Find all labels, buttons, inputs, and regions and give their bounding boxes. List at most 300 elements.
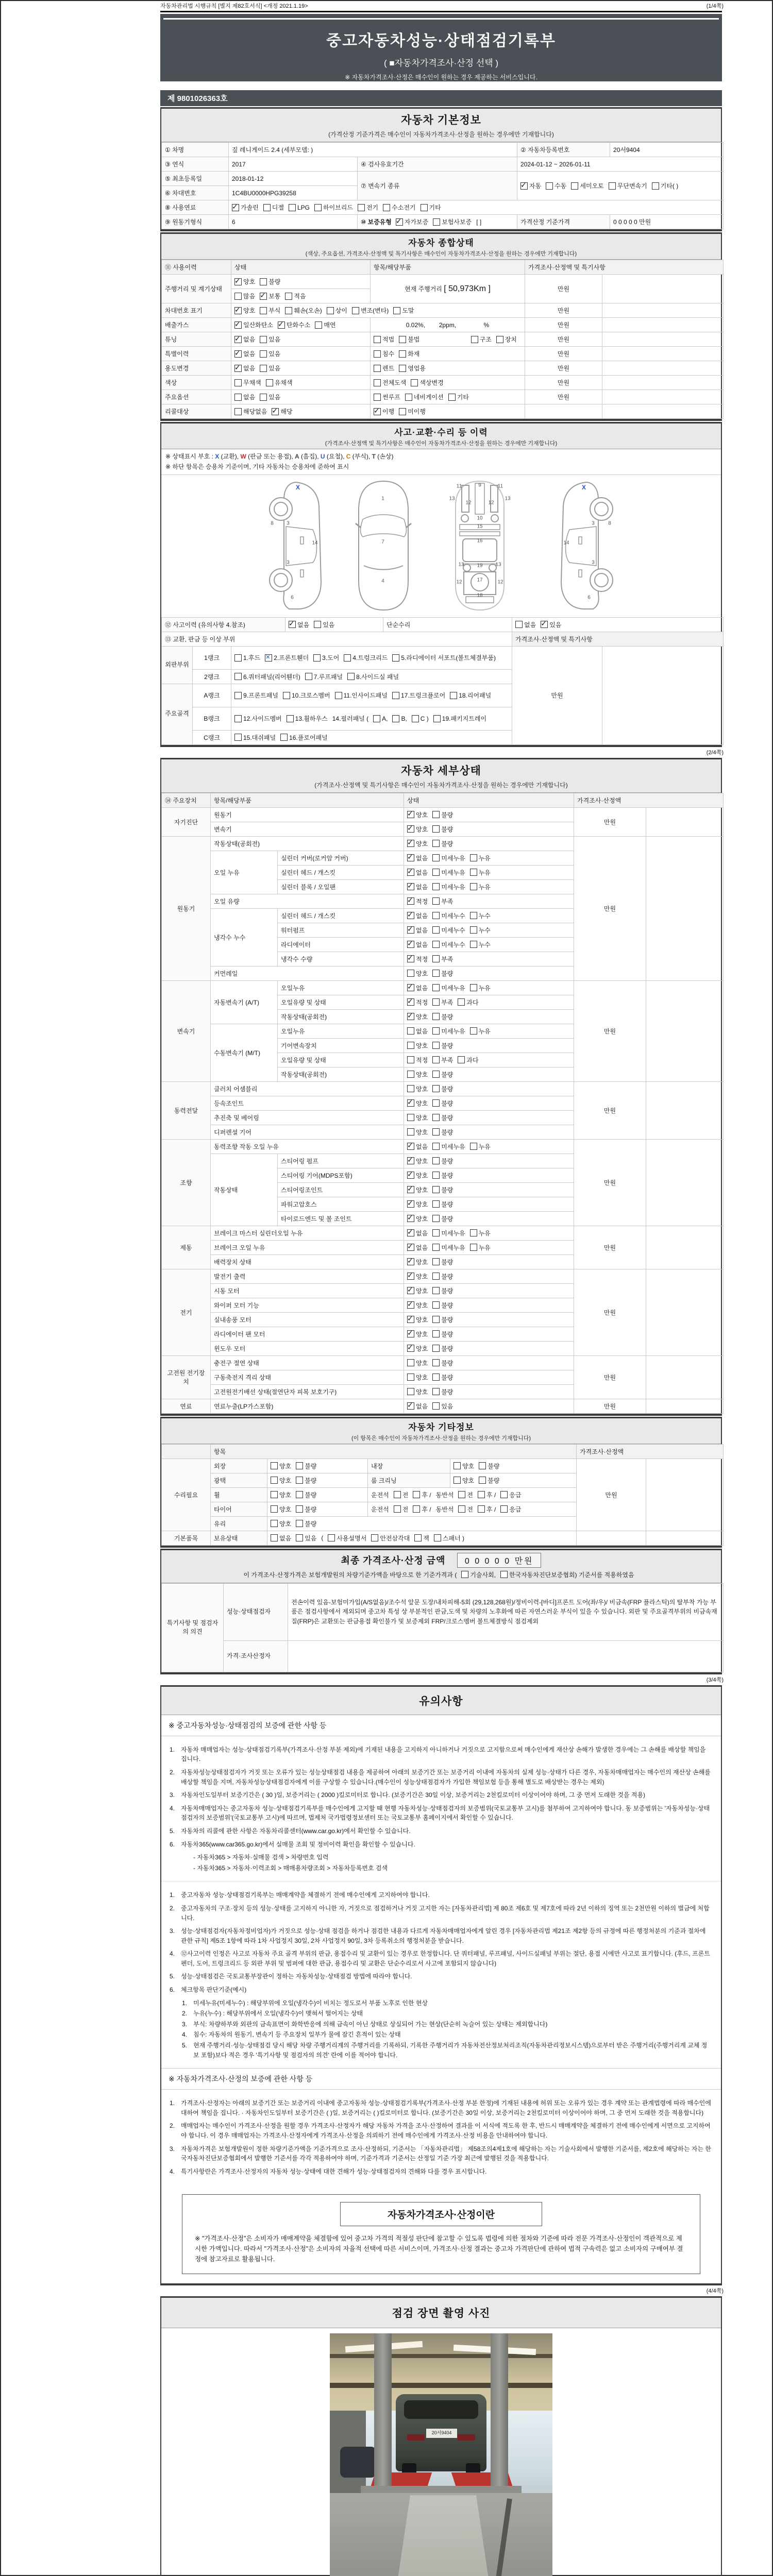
checkbox[interactable] — [432, 1172, 440, 1179]
checkbox[interactable] — [432, 854, 440, 861]
checkbox-option[interactable] — [432, 1200, 453, 1209]
checkbox-option[interactable] — [541, 620, 561, 629]
checkbox-option[interactable] — [352, 306, 389, 315]
checkbox-option[interactable] — [407, 955, 428, 963]
checkbox-option[interactable] — [296, 1462, 316, 1470]
checkbox[interactable] — [432, 1042, 440, 1049]
checkbox[interactable] — [347, 673, 355, 680]
checkbox-checked[interactable] — [234, 278, 242, 285]
checkbox-checked[interactable] — [407, 1172, 414, 1179]
checkbox[interactable] — [461, 1571, 468, 1578]
checkbox[interactable] — [421, 204, 428, 211]
checkbox-option[interactable] — [432, 839, 453, 848]
checkbox[interactable] — [271, 1462, 278, 1469]
checkbox-option[interactable] — [434, 1534, 464, 1543]
checkbox-checked[interactable] — [407, 955, 414, 962]
checkbox[interactable] — [571, 182, 578, 190]
checkbox-option[interactable] — [287, 714, 328, 723]
checkbox-option[interactable] — [374, 393, 400, 401]
checkbox-option[interactable] — [432, 1315, 453, 1324]
checkbox-option[interactable] — [407, 1258, 428, 1266]
checkbox-option[interactable] — [470, 1142, 491, 1151]
checkbox[interactable] — [234, 654, 242, 662]
checkbox-option[interactable] — [458, 1056, 478, 1064]
checkbox-option[interactable] — [313, 653, 339, 662]
checkbox[interactable] — [432, 1359, 440, 1366]
checkbox[interactable] — [383, 204, 390, 211]
checkbox-option[interactable] — [432, 1056, 453, 1064]
checkbox-option[interactable] — [432, 1286, 453, 1295]
checkbox-checked[interactable] — [407, 1215, 414, 1222]
checkbox-option[interactable] — [234, 306, 255, 315]
checkbox[interactable] — [470, 926, 477, 934]
checkbox-option[interactable] — [271, 1490, 291, 1499]
checkbox[interactable] — [263, 204, 271, 211]
checkbox-checked[interactable] — [407, 811, 414, 818]
checkbox-option[interactable] — [470, 940, 491, 949]
checkbox-option[interactable] — [432, 926, 465, 935]
checkbox[interactable] — [470, 1244, 477, 1251]
checkbox[interactable] — [405, 394, 412, 401]
checkbox-option[interactable] — [407, 1027, 428, 1036]
checkbox-option[interactable] — [296, 1534, 316, 1543]
checkbox-option[interactable] — [234, 393, 255, 401]
checkbox-option[interactable] — [374, 335, 394, 344]
checkbox-option[interactable] — [234, 277, 255, 286]
checkbox-option[interactable] — [407, 1272, 428, 1281]
checkbox[interactable] — [371, 1534, 378, 1541]
checkbox-option[interactable] — [458, 998, 478, 1007]
checkbox-option[interactable] — [296, 1476, 316, 1485]
checkbox-checked[interactable] — [407, 984, 414, 991]
checkbox[interactable] — [432, 1388, 440, 1395]
checkbox[interactable] — [234, 715, 242, 722]
checkbox[interactable] — [399, 336, 406, 343]
checkbox-option[interactable] — [432, 940, 465, 949]
checkbox-option[interactable] — [278, 320, 310, 329]
checkbox-option[interactable] — [450, 691, 491, 700]
checkbox-option[interactable] — [470, 1243, 491, 1252]
checkbox[interactable] — [479, 1477, 486, 1484]
checkbox-checked[interactable] — [234, 336, 242, 343]
checkbox[interactable] — [458, 1491, 465, 1498]
checkbox-option[interactable] — [432, 897, 453, 906]
checkbox[interactable] — [271, 1520, 278, 1527]
checkbox-option[interactable] — [374, 349, 394, 358]
checkbox-checked[interactable] — [407, 1301, 414, 1309]
checkbox[interactable] — [374, 336, 381, 343]
checkbox[interactable] — [432, 926, 440, 934]
checkbox-option[interactable] — [392, 715, 407, 722]
checkbox[interactable] — [470, 883, 477, 890]
checkbox[interactable] — [432, 1114, 440, 1121]
checkbox[interactable] — [374, 394, 381, 401]
checkbox-option[interactable] — [478, 1490, 496, 1499]
checkbox-checked[interactable] — [234, 365, 242, 372]
checkbox-option[interactable] — [407, 1344, 428, 1353]
checkbox-option[interactable] — [234, 320, 273, 329]
checkbox[interactable] — [234, 293, 242, 300]
checkbox-option[interactable] — [260, 277, 280, 286]
checkbox-option[interactable] — [479, 1462, 499, 1470]
checkbox-checked[interactable] — [407, 1330, 414, 1337]
checkbox-checked[interactable] — [407, 926, 414, 934]
checkbox-option[interactable] — [432, 998, 453, 1007]
checkbox-checked[interactable] — [407, 1316, 414, 1323]
checkbox-option[interactable] — [272, 407, 292, 416]
checkbox-checked[interactable] — [407, 941, 414, 948]
checkbox[interactable] — [407, 1388, 414, 1395]
checkbox-option[interactable] — [374, 364, 394, 372]
checkbox[interactable] — [515, 621, 523, 628]
checkbox-option[interactable] — [432, 1185, 453, 1194]
checkbox-option[interactable] — [393, 306, 414, 315]
checkbox-option[interactable] — [432, 854, 465, 862]
checkbox-option[interactable] — [432, 1157, 453, 1165]
checkbox[interactable] — [470, 1229, 477, 1236]
checkbox-option[interactable] — [407, 1359, 428, 1367]
checkbox[interactable] — [432, 1273, 440, 1280]
checkbox[interactable] — [287, 715, 294, 722]
checkbox-option[interactable] — [407, 1286, 428, 1295]
checkbox[interactable] — [432, 1301, 440, 1309]
checkbox-checked[interactable] — [289, 621, 296, 628]
checkbox[interactable] — [352, 307, 359, 314]
checkbox[interactable] — [448, 394, 456, 401]
checkbox-option[interactable] — [399, 364, 426, 372]
checkbox[interactable] — [432, 883, 440, 890]
checkbox[interactable] — [432, 1287, 440, 1294]
checkbox[interactable] — [296, 1534, 303, 1541]
checkbox[interactable] — [414, 1534, 422, 1541]
checkbox-option[interactable] — [407, 911, 428, 920]
checkbox[interactable] — [280, 734, 288, 741]
checkbox[interactable] — [260, 394, 267, 401]
checkbox-option[interactable] — [496, 335, 517, 344]
checkbox-option[interactable] — [407, 1229, 428, 1238]
checkbox[interactable] — [432, 1374, 440, 1381]
checkbox-checked[interactable] — [407, 854, 414, 861]
checkbox[interactable] — [453, 1462, 461, 1469]
checkbox-option[interactable] — [433, 714, 486, 723]
checkbox[interactable] — [432, 998, 440, 1006]
checkbox-checked[interactable] — [232, 204, 239, 211]
checkbox[interactable] — [314, 204, 322, 211]
checkbox-option[interactable] — [407, 1157, 428, 1165]
checkbox[interactable] — [478, 1491, 485, 1498]
checkbox[interactable] — [496, 336, 503, 343]
checkbox-option[interactable] — [432, 1128, 453, 1137]
checkbox-option[interactable] — [260, 335, 280, 344]
checkbox[interactable] — [458, 998, 465, 1006]
checkbox[interactable] — [432, 1071, 440, 1078]
checkbox-option[interactable] — [432, 911, 465, 920]
checkbox-option[interactable] — [234, 672, 300, 681]
checkbox[interactable] — [393, 307, 400, 314]
checkbox-option[interactable] — [407, 1330, 428, 1338]
checkbox-option[interactable] — [500, 1505, 521, 1514]
checkbox-option[interactable] — [413, 1490, 431, 1499]
checkbox[interactable] — [407, 1128, 414, 1136]
checkbox-option[interactable] — [407, 1373, 428, 1382]
checkbox[interactable] — [500, 1571, 508, 1578]
checkbox-option[interactable] — [407, 825, 428, 834]
checkbox-option[interactable] — [266, 378, 293, 387]
checkbox-checked[interactable] — [407, 840, 414, 847]
checkbox[interactable] — [432, 955, 440, 962]
checkbox-checked[interactable] — [407, 1402, 414, 1410]
checkbox-option[interactable] — [234, 364, 255, 372]
checkbox[interactable] — [432, 811, 440, 818]
checkbox-checked[interactable] — [407, 1200, 414, 1208]
checkbox-checked[interactable] — [272, 408, 279, 415]
checkbox-option[interactable] — [358, 203, 378, 212]
checkbox-checked[interactable] — [407, 1287, 414, 1294]
checkbox[interactable] — [234, 692, 242, 699]
checkbox[interactable] — [271, 1505, 278, 1513]
checkbox[interactable] — [470, 941, 477, 948]
checkbox-option[interactable] — [470, 926, 491, 935]
checkbox[interactable] — [412, 715, 419, 722]
checkbox[interactable] — [234, 379, 242, 386]
checkbox-option[interactable] — [234, 335, 255, 344]
checkbox-option[interactable] — [448, 393, 469, 401]
checkbox-option[interactable] — [432, 955, 453, 963]
checkbox-option[interactable] — [373, 715, 388, 722]
checkbox[interactable] — [407, 1359, 414, 1366]
checkbox[interactable] — [432, 1157, 440, 1164]
checkbox-checked[interactable] — [541, 621, 548, 628]
checkbox-option[interactable] — [432, 1214, 453, 1223]
checkbox-option[interactable] — [432, 1084, 453, 1093]
checkbox-option[interactable] — [383, 203, 415, 212]
checkbox-option[interactable] — [470, 911, 491, 920]
checkbox-option[interactable] — [263, 203, 284, 212]
checkbox[interactable] — [260, 350, 267, 358]
checkbox[interactable] — [432, 1215, 440, 1222]
checkbox-option[interactable] — [407, 1084, 428, 1093]
checkbox[interactable] — [432, 1085, 440, 1092]
checkbox[interactable] — [260, 365, 267, 372]
checkbox[interactable] — [432, 897, 440, 905]
checkbox-option[interactable] — [407, 1171, 428, 1180]
checkbox-option[interactable] — [232, 203, 259, 212]
checkbox-option[interactable] — [478, 1505, 496, 1514]
checkbox[interactable] — [374, 350, 381, 358]
checkbox-option[interactable] — [407, 1214, 428, 1223]
checkbox[interactable] — [328, 1534, 335, 1541]
checkbox-option[interactable] — [394, 1490, 409, 1499]
checkbox[interactable] — [394, 1505, 401, 1513]
checkbox-option[interactable] — [432, 1344, 453, 1353]
checkbox-option[interactable] — [432, 1258, 453, 1266]
checkbox[interactable] — [234, 408, 242, 415]
checkbox-option[interactable] — [407, 1041, 428, 1050]
checkbox-option[interactable] — [344, 653, 388, 662]
checkbox[interactable] — [434, 1534, 441, 1541]
checkbox-option[interactable] — [432, 1142, 465, 1151]
checkbox[interactable] — [407, 1114, 414, 1121]
checkbox-option[interactable] — [234, 378, 261, 387]
checkbox-option[interactable] — [271, 1462, 291, 1470]
checkbox[interactable] — [479, 1462, 486, 1469]
checkbox-option[interactable] — [407, 1200, 428, 1209]
checkbox-option[interactable] — [515, 620, 536, 629]
checkbox-checked[interactable] — [234, 350, 242, 358]
checkbox-option[interactable] — [407, 969, 428, 978]
checkbox[interactable] — [432, 1099, 440, 1107]
checkbox-option[interactable] — [407, 1128, 428, 1137]
checkbox-option[interactable] — [407, 1301, 428, 1310]
checkbox-checked[interactable] — [407, 1143, 414, 1150]
checkbox-option[interactable] — [407, 1142, 428, 1151]
checkbox-option[interactable] — [407, 897, 428, 906]
checkbox-checked[interactable] — [396, 218, 403, 226]
checkbox-option[interactable] — [432, 883, 465, 891]
checkbox[interactable] — [500, 1491, 508, 1498]
checkbox[interactable] — [289, 204, 296, 211]
checkbox-option[interactable] — [234, 733, 276, 742]
checkbox-option[interactable] — [260, 364, 280, 372]
checkbox-option[interactable] — [407, 1113, 428, 1122]
checkbox-option[interactable] — [407, 883, 428, 891]
checkbox-option[interactable] — [407, 1070, 428, 1079]
checkbox-option[interactable] — [432, 984, 465, 992]
checkbox-option[interactable] — [374, 407, 394, 416]
checkbox-option[interactable] — [432, 825, 453, 834]
checkbox[interactable] — [335, 692, 342, 699]
checkbox-option[interactable] — [271, 1476, 291, 1485]
checkbox-option[interactable] — [289, 620, 309, 629]
checkbox-checked[interactable] — [407, 912, 414, 919]
checkbox[interactable] — [407, 1071, 414, 1078]
checkbox[interactable] — [432, 869, 440, 876]
checkbox[interactable] — [374, 379, 381, 386]
checkbox[interactable] — [453, 1477, 461, 1484]
checkbox-option[interactable] — [453, 1476, 474, 1485]
checkbox-option[interactable] — [234, 653, 260, 662]
checkbox[interactable] — [285, 293, 292, 300]
checkbox-option[interactable] — [432, 1229, 465, 1238]
checkbox[interactable] — [470, 912, 477, 919]
checkbox-option[interactable] — [407, 1185, 428, 1194]
checkbox-checked[interactable] — [407, 825, 414, 833]
checkbox[interactable] — [283, 692, 290, 699]
checkbox[interactable] — [432, 1143, 440, 1150]
checkbox-option[interactable] — [432, 1301, 453, 1310]
checkbox[interactable] — [432, 840, 440, 847]
checkbox[interactable] — [450, 692, 457, 699]
checkbox-checked[interactable] — [234, 321, 242, 329]
checkbox-option[interactable] — [296, 1490, 316, 1499]
checkbox[interactable] — [234, 673, 242, 680]
checkbox[interactable] — [652, 182, 659, 190]
checkbox-x-marked[interactable] — [265, 654, 272, 662]
checkbox-option[interactable] — [609, 181, 647, 190]
checkbox-checked[interactable] — [407, 883, 414, 890]
checkbox[interactable] — [314, 621, 321, 628]
checkbox[interactable] — [315, 321, 322, 329]
checkbox[interactable] — [432, 1013, 440, 1020]
checkbox-option[interactable] — [371, 1534, 410, 1543]
checkbox-checked[interactable] — [278, 321, 285, 329]
checkbox[interactable] — [392, 692, 399, 699]
checkbox-checked[interactable] — [234, 307, 242, 314]
checkbox-option[interactable] — [399, 407, 426, 416]
checkbox[interactable] — [407, 1374, 414, 1381]
checkbox-option[interactable] — [458, 1505, 473, 1514]
checkbox-option[interactable] — [432, 1359, 453, 1367]
checkbox-option[interactable] — [335, 691, 388, 700]
checkbox[interactable] — [470, 984, 477, 991]
checkbox-option[interactable] — [407, 839, 428, 848]
checkbox-option[interactable] — [432, 1099, 453, 1108]
checkbox[interactable] — [407, 970, 414, 977]
checkbox-option[interactable] — [392, 653, 496, 662]
checkbox-option[interactable] — [296, 1505, 316, 1514]
checkbox[interactable] — [432, 1244, 440, 1251]
checkbox-option[interactable] — [271, 1505, 291, 1514]
checkbox[interactable] — [296, 1462, 303, 1469]
checkbox-option[interactable] — [432, 1272, 453, 1281]
checkbox[interactable] — [234, 394, 242, 401]
checkbox[interactable] — [432, 984, 440, 991]
checkbox[interactable] — [373, 715, 380, 722]
checkbox[interactable] — [313, 654, 321, 662]
checkbox[interactable] — [470, 1027, 477, 1035]
checkbox-option[interactable] — [432, 868, 465, 877]
checkbox-checked[interactable] — [407, 1273, 414, 1280]
checkbox-option[interactable] — [407, 868, 428, 877]
checkbox[interactable] — [432, 1229, 440, 1236]
checkbox[interactable] — [392, 715, 399, 722]
checkbox-option[interactable] — [283, 691, 330, 700]
checkbox[interactable] — [432, 1056, 440, 1063]
checkbox-option[interactable] — [432, 1171, 453, 1180]
checkbox-checked[interactable] — [407, 1229, 414, 1236]
checkbox-option[interactable] — [432, 810, 453, 819]
checkbox-checked[interactable] — [407, 897, 414, 905]
checkbox[interactable] — [296, 1477, 303, 1484]
checkbox-option[interactable] — [314, 620, 334, 629]
checkbox-option[interactable] — [407, 810, 428, 819]
checkbox-option[interactable] — [432, 1113, 453, 1122]
checkbox-checked[interactable] — [407, 1157, 414, 1164]
checkbox[interactable] — [296, 1491, 303, 1498]
checkbox[interactable] — [413, 1491, 420, 1498]
checkbox-option[interactable] — [234, 292, 255, 300]
checkbox-option[interactable] — [407, 1056, 428, 1064]
checkbox[interactable] — [432, 825, 440, 833]
checkbox-option[interactable] — [470, 984, 491, 992]
checkbox[interactable] — [458, 1505, 465, 1513]
checkbox-checked[interactable] — [407, 1013, 414, 1020]
checkbox-checked[interactable] — [260, 293, 267, 300]
checkbox[interactable] — [432, 1330, 440, 1337]
checkbox-option[interactable] — [234, 714, 282, 723]
checkbox[interactable] — [432, 1345, 440, 1352]
checkbox-option[interactable] — [271, 1534, 291, 1543]
checkbox[interactable] — [285, 307, 292, 314]
checkbox-option[interactable] — [407, 1243, 428, 1252]
checkbox[interactable] — [432, 1128, 440, 1136]
checkbox-option[interactable] — [399, 349, 419, 358]
checkbox-option[interactable] — [328, 1534, 366, 1543]
checkbox-option[interactable] — [407, 854, 428, 862]
checkbox-option[interactable] — [470, 868, 491, 877]
checkbox-option[interactable] — [520, 181, 541, 190]
checkbox-option[interactable] — [458, 1490, 473, 1499]
